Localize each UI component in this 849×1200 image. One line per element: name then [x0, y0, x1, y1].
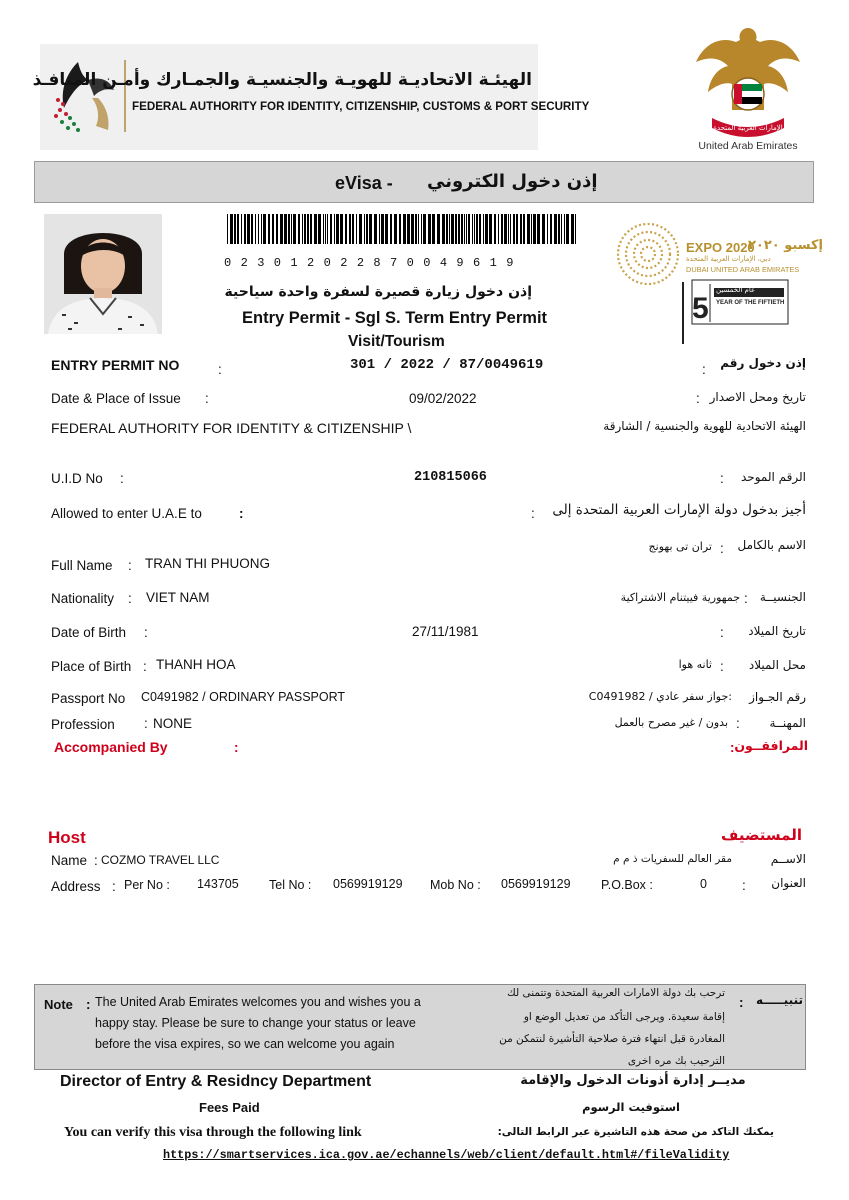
note-label-en: Note: [44, 997, 73, 1012]
barcode-bar: [237, 214, 239, 244]
expo-year-en: YEAR OF THE FIFTIETH: [716, 300, 785, 306]
accompanied-label-ar: المرافقــون: [734, 738, 808, 753]
expo-title-ar: إكسبو ٢٠٢٠: [748, 238, 823, 253]
barcode-bar: [227, 214, 228, 244]
colon: :: [742, 878, 746, 893]
barcode-bar: [466, 214, 467, 244]
barcode-bar: [345, 214, 347, 244]
barcode-bar: [550, 214, 552, 244]
barcode-bar: [369, 214, 372, 244]
barcode-bar: [494, 214, 496, 244]
barcode-bar: [418, 214, 419, 244]
barcode-bar: [366, 214, 368, 244]
note-label-ar: تنبيـــــه: [756, 993, 803, 1007]
colon: :: [143, 659, 147, 674]
issue-place-en: FEDERAL AUTHORITY FOR IDENTITY & CITIZENSHIP \: [51, 420, 412, 436]
evisa-title-ar: إذن دخول الكتروني: [427, 171, 598, 192]
barcode-bar: [523, 214, 525, 244]
colon: :: [531, 506, 535, 521]
colon: :: [696, 391, 700, 406]
barcode-bar: [399, 214, 401, 244]
expo-title-en: EXPO 2020: [686, 240, 755, 255]
barcode-bar: [327, 214, 328, 244]
barcode-bar: [293, 214, 296, 244]
barcode-bar: [531, 214, 532, 244]
colon: :: [730, 740, 735, 755]
barcode-bar: [244, 214, 246, 244]
barcode-bar: [288, 214, 290, 244]
host-label-ar: المستضيف: [721, 826, 802, 844]
barcode-bar: [564, 214, 565, 244]
colon: :: [234, 740, 239, 755]
authority-name-en: FEDERAL AUTHORITY FOR IDENTITY, CITIZENSHIP, CUSTOMS & PORT SECURITY: [132, 100, 590, 113]
colon: :: [720, 471, 724, 486]
barcode-bar: [411, 214, 414, 244]
uid-value: 210815066: [414, 470, 487, 485]
barcode-bar: [323, 214, 324, 244]
barcode-bar: [381, 214, 384, 244]
colon: :: [144, 716, 148, 731]
colon: :: [239, 506, 244, 521]
colon: :: [205, 391, 209, 406]
host-address-label-ar: العنوان: [771, 876, 806, 890]
pob-label-en: Place of Birth: [51, 659, 132, 674]
barcode-bar: [533, 214, 536, 244]
accompanied-label-en: Accompanied By: [54, 739, 168, 755]
barcode-bar: [421, 214, 422, 244]
barcode-bar: [542, 214, 545, 244]
host-address-label-en: Address: [51, 879, 101, 894]
barcode-bar: [458, 214, 460, 244]
director-ar: مديــر إدارة أذونات الدخول والإقامة: [520, 1073, 746, 1088]
barcode-bar: [234, 214, 236, 244]
barcode-bar: [255, 214, 256, 244]
barcode-bar: [437, 214, 440, 244]
host-pobox-label: P.O.Box :: [601, 878, 653, 892]
barcode-bar: [304, 214, 306, 244]
barcode-bar: [291, 214, 292, 244]
uae-falcon-emblem-icon: [690, 22, 806, 154]
host-pobox-value: 0: [700, 877, 707, 891]
barcode-bar: [498, 214, 499, 244]
barcode-bar: [571, 214, 574, 244]
country-label: United Arab Emirates: [698, 140, 798, 152]
passport-value-en: C0491982 / ORDINARY PASSPORT: [141, 690, 346, 704]
host-per-no-label: Per No :: [124, 878, 170, 892]
barcode-bar: [504, 214, 507, 244]
barcode-bar: [474, 214, 475, 244]
svg-text:5: 5: [692, 292, 709, 325]
barcode-bar: [302, 214, 303, 244]
barcode-bar: [446, 214, 448, 244]
pob-value-ar: ثانه هوا: [678, 658, 712, 671]
barcode-bar: [230, 214, 233, 244]
note-line-ar-1: ترحب بك دولة الامارات العربية المتحدة وتتمنى لك: [507, 987, 725, 999]
authority-name-ar: الهيئـة الاتحاديـة للهويـة والجنسيـة والجمـارك وأمـن المنافـذ: [32, 70, 532, 90]
host-mob-value: 0569919129: [501, 877, 571, 891]
barcode-bar: [455, 214, 457, 244]
barcode-bar: [527, 214, 530, 244]
colon: :: [720, 541, 724, 556]
host-tel-label: Tel No :: [269, 878, 312, 892]
barcode-bar: [251, 214, 253, 244]
allowed-label-ar: أجيز بدخول دولة الإمارات العربية المتحدة إلى: [552, 502, 806, 518]
barcode-bar: [340, 214, 343, 244]
host-tel-value: 0569919129: [333, 877, 403, 891]
barcode-bar: [510, 214, 511, 244]
host-per-no-value: 143705: [197, 877, 239, 891]
barcode-bar: [449, 214, 450, 244]
barcode-bar: [513, 214, 515, 244]
applicant-photo: [44, 214, 162, 334]
barcode-bar: [349, 214, 351, 244]
issue-label-en: Date & Place of Issue: [51, 391, 181, 406]
barcode-bar: [385, 214, 388, 244]
host-name-value-en: COZMO TRAVEL LLC: [101, 853, 220, 867]
barcode-bar: [379, 214, 380, 244]
barcode-bar: [566, 214, 569, 244]
barcode-bar: [356, 214, 357, 244]
colon: :: [739, 995, 744, 1010]
pob-label-ar: محل الميلاد: [748, 658, 806, 672]
full-name-value-ar: تران تى بهونج: [648, 540, 712, 553]
barcode-bar: [310, 214, 312, 244]
uid-label-en: U.I.D No: [51, 471, 103, 486]
barcode-bar: [537, 214, 540, 244]
barcode-bar: [520, 214, 522, 244]
barcode-bar: [464, 214, 465, 244]
falcon-logo-icon: [48, 56, 126, 136]
passport-label-ar: رقم الجـواز: [749, 690, 806, 704]
evisa-title-en: eVisa -: [335, 173, 393, 193]
barcode-bar: [390, 214, 392, 244]
barcode-bar: [428, 214, 431, 244]
colon: :: [702, 362, 706, 377]
colon: :: [144, 625, 148, 640]
barcode-bar: [272, 214, 274, 244]
expo-sub-en: DUBAI UNITED ARAB EMIRATES: [686, 265, 800, 274]
colon: :: [736, 716, 740, 731]
host-label-en: Host: [48, 828, 86, 847]
barcode-bar: [575, 214, 576, 244]
colon: :: [128, 591, 132, 606]
colon: :: [120, 471, 124, 486]
nationality-value-en: VIET NAM: [146, 590, 210, 605]
dob-label-en: Date of Birth: [51, 625, 127, 640]
note-line-ar-3: المغادرة قبل انتهاء فترة صلاحية التأشيرة لنتمكن من: [499, 1033, 725, 1045]
colon: :: [128, 558, 132, 573]
passport-label-en: Passport No: [51, 691, 126, 706]
barcode-bar: [334, 214, 335, 244]
note-line-en-1: The United Arab Emirates welcomes you and wishes you a: [95, 995, 421, 1009]
barcode-bar: [516, 214, 518, 244]
barcode-bar: [403, 214, 406, 244]
expo-sub-ar: دبي، الإمارات العربية المتحدة: [686, 255, 771, 263]
entry-permit-label-ar: إذن دخول رقم: [720, 356, 806, 370]
full-name-label-en: Full Name: [51, 558, 113, 573]
barcode-bar: [247, 214, 250, 244]
director-en: Director of Entry & Residncy Department: [60, 1073, 372, 1090]
profession-label-en: Profession: [51, 717, 115, 732]
colon: :: [86, 997, 91, 1012]
fees-paid-ar: استوفيت الرسوم: [582, 1100, 680, 1114]
issue-label-ar: تاريخ ومحل الاصدار: [709, 390, 806, 404]
barcode-bar: [284, 214, 287, 244]
barcode-bar: [336, 214, 339, 244]
host-mob-label: Mob No :: [430, 878, 481, 892]
barcode-bar: [558, 214, 560, 244]
nationality-label-ar: الجنسيــة: [759, 590, 806, 604]
barcode-bar: [394, 214, 397, 244]
colon: :: [744, 591, 748, 606]
barcode-bar: [280, 214, 283, 244]
passport-value-ar: C0491982 / جواز سفر عادي:: [588, 690, 732, 703]
barcode-bar: [314, 214, 317, 244]
expo-year-ar: عام الخمسين: [716, 286, 756, 294]
uid-label-ar: الرقم الموحد: [741, 470, 806, 484]
issue-place-ar: الهيئة الاتحادية للهوية والجنسية / الشارقة: [603, 419, 806, 433]
barcode-bar: [485, 214, 488, 244]
colon: :: [720, 659, 724, 674]
barcode-bar: [554, 214, 557, 244]
profession-value-en: NONE: [153, 716, 193, 731]
barcode-bar: [476, 214, 478, 244]
barcode-bar: [442, 214, 445, 244]
barcode-bar: [276, 214, 278, 244]
allowed-label-en: Allowed to enter U.A.E to: [51, 506, 202, 521]
barcode-bar: [263, 214, 266, 244]
barcode-bar: [423, 214, 426, 244]
barcode-bar: [241, 214, 242, 244]
nationality-label-en: Nationality: [51, 591, 115, 606]
barcode-bar: [508, 214, 509, 244]
colon: :: [720, 625, 724, 640]
permit-subtitle-en: Visit/Tourism: [348, 333, 445, 350]
barcode-bar: [307, 214, 309, 244]
profession-label-ar: المهنــة: [769, 716, 806, 730]
note-line-ar-2: إقامة سعيدة. ويرجى التأكد من تعديل الوضع او: [523, 1011, 725, 1023]
evisa-title-bar: [34, 161, 814, 203]
host-name-label-en: Name: [51, 853, 88, 868]
nationality-value-ar: جمهورية فييتنام الاشتراكية: [620, 591, 740, 604]
note-line-en-3: before the visa expires, so we can welcome you again: [95, 1037, 395, 1051]
note-line-ar-4: الترحيب بك مره اخرى: [627, 1055, 725, 1067]
entry-permit-label-en: ENTRY PERMIT NO: [51, 357, 180, 373]
barcode-bar: [318, 214, 321, 244]
colon: :: [218, 362, 222, 377]
pob-value-en: THANH HOA: [156, 657, 236, 672]
barcode-bar: [468, 214, 470, 244]
note-line-en-2: happy stay. Please be sure to change your status or leave: [95, 1016, 416, 1030]
colon: :: [112, 879, 116, 894]
host-name-value-ar: مقر العالم للسفريات ذ م م: [613, 853, 732, 865]
barcode-bar: [451, 214, 454, 244]
expo-2020-logo: [610, 214, 823, 344]
permit-title-en: Entry Permit - Sgl S. Term Entry Permit: [242, 309, 548, 327]
barcode-bar: [415, 214, 417, 244]
barcode-bar: [258, 214, 259, 244]
barcode-bar: [461, 214, 463, 244]
barcode-bar: [407, 214, 410, 244]
barcode-bar: [325, 214, 326, 244]
note-box: [34, 984, 806, 1070]
fees-paid-en: Fees Paid: [199, 1100, 260, 1115]
barcode-bar: [352, 214, 354, 244]
barcode-bar: [479, 214, 481, 244]
barcode-bar: [359, 214, 362, 244]
full-name-value-en: TRAN THI PHUONG: [145, 556, 271, 571]
barcode-bar: [374, 214, 377, 244]
barcode-bar: [472, 214, 473, 244]
permit-title-ar: إذن دخول زيارة قصيرة لسفرة واحدة سياحية: [224, 284, 532, 300]
barcode-bar: [364, 214, 365, 244]
verify-text-en: You can verify this visa through the following link: [64, 1125, 362, 1140]
verify-text-ar: يمكنك التاكد من صحة هذه التاشيرة عبر الرابط التالى:: [497, 1126, 774, 1138]
barcode-bar: [432, 214, 435, 244]
barcode-bar: [501, 214, 503, 244]
profession-value-ar: بدون / غير مصرح بالعمل: [614, 716, 728, 729]
emblem-arabic-text: الإمارات العربية المتحدة: [713, 124, 783, 132]
barcode-number: 0 2 3 0 1 2 0 2 2 8 7 0 0 4 9 6 1 9: [224, 256, 515, 270]
authority-header: [32, 44, 590, 150]
barcode-bar: [489, 214, 492, 244]
colon: :: [94, 853, 98, 868]
dob-value: 27/11/1981: [412, 624, 479, 639]
entry-permit-value: 301 / 2022 / 87/0049619: [350, 357, 544, 373]
barcode-bar: [483, 214, 484, 244]
full-name-label-ar: الاسم بالكامل: [737, 538, 806, 552]
barcode-image: [227, 214, 579, 244]
barcode-bar: [561, 214, 562, 244]
barcode-bar: [330, 214, 332, 244]
barcode-bar: [298, 214, 300, 244]
barcode-bar: [268, 214, 270, 244]
issue-date-value: 09/02/2022: [409, 391, 477, 406]
barcode-bar: [547, 214, 548, 244]
host-name-label-ar: الاســم: [770, 852, 806, 866]
dob-label-ar: تاريخ الميلاد: [748, 624, 806, 638]
verify-link[interactable]: https://smartservices.ica.gov.ae/echannels/web/client/default.html#/fileValidity: [163, 1148, 730, 1162]
barcode-bar: [261, 214, 262, 244]
